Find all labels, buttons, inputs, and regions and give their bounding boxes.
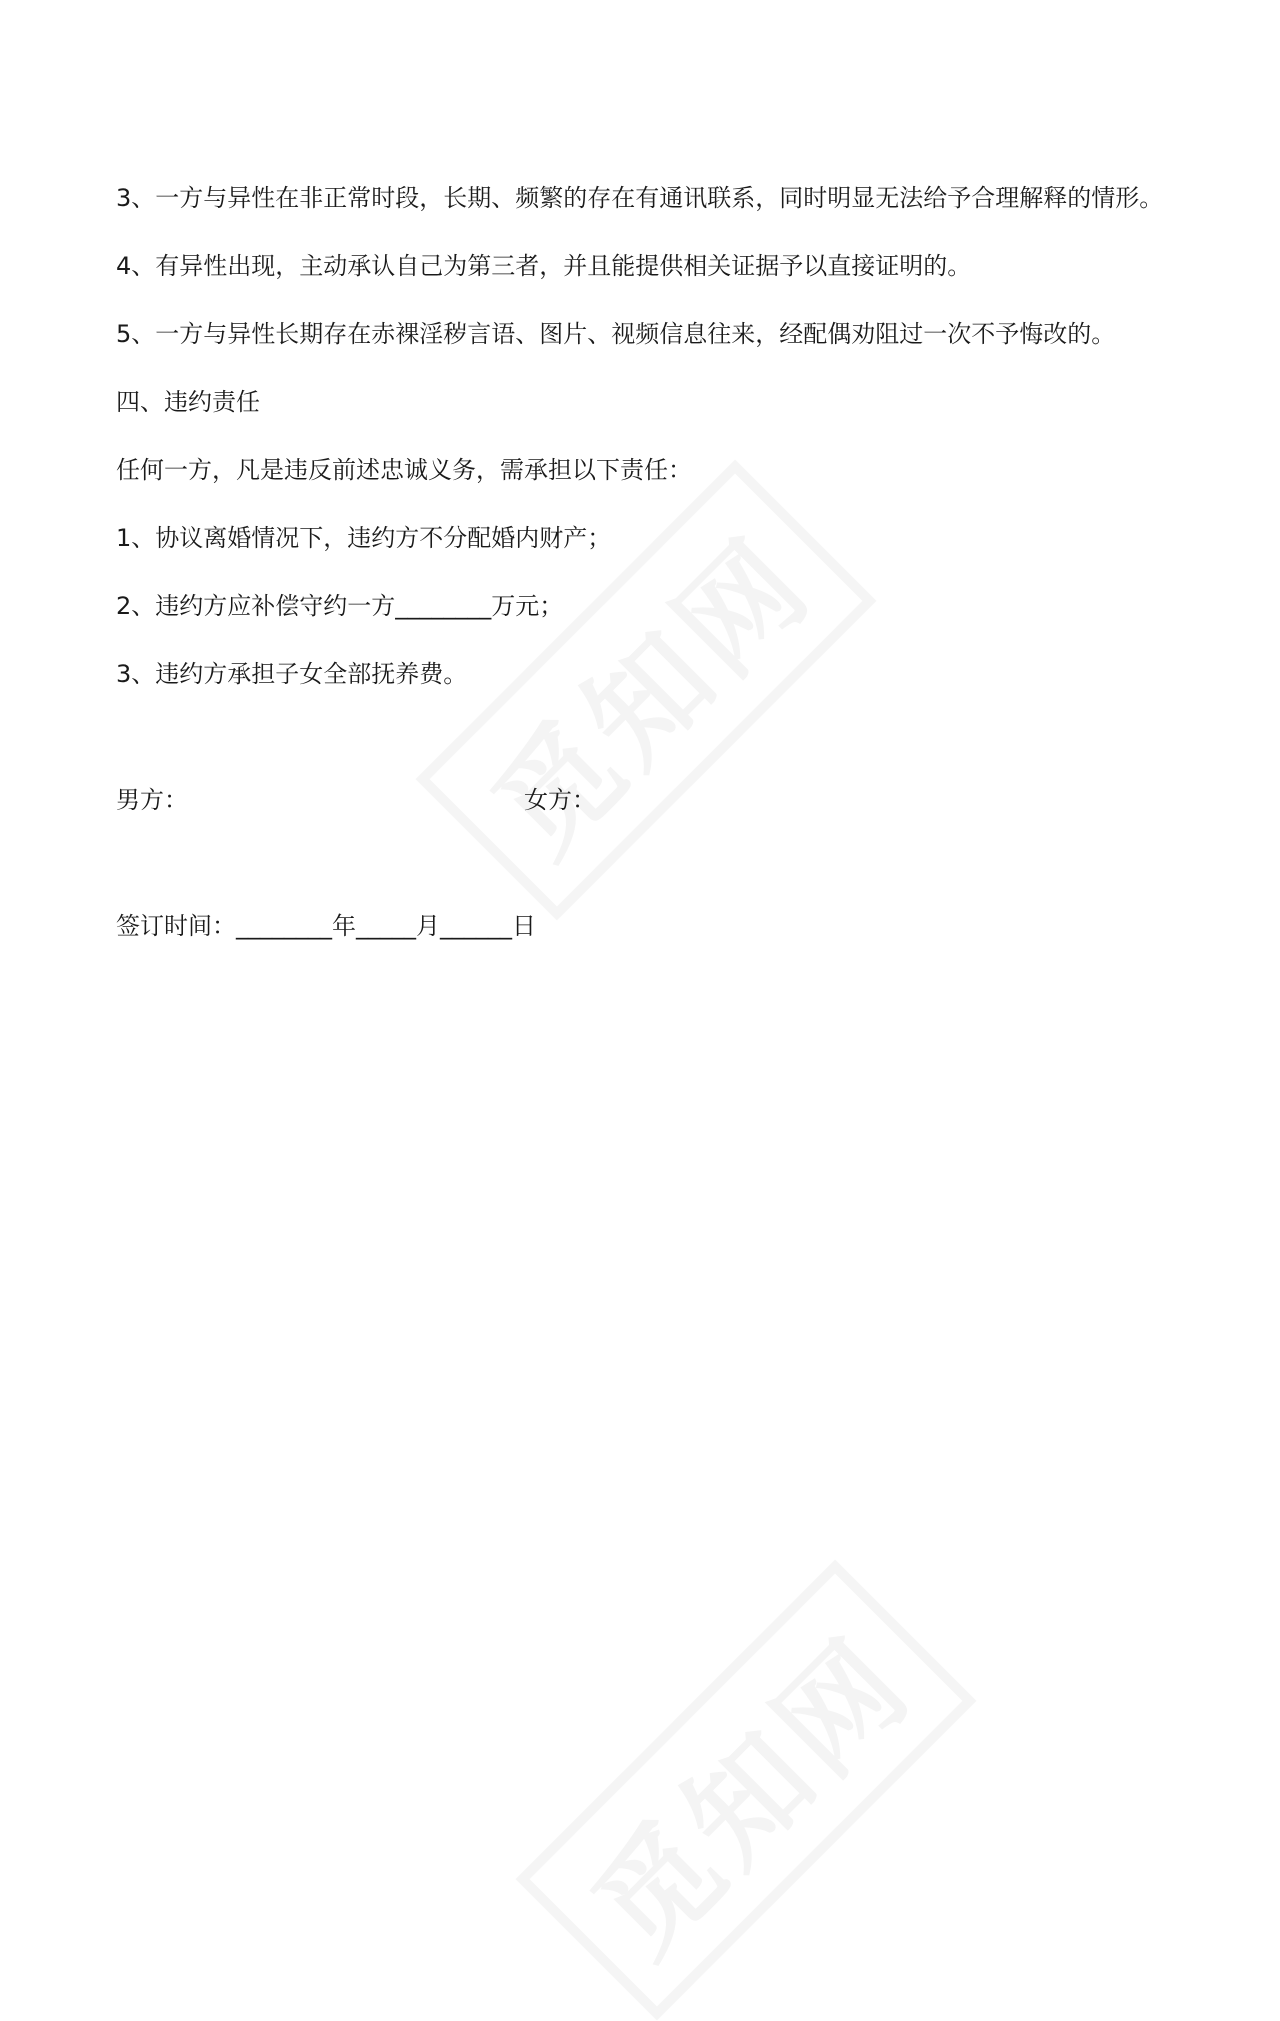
liability-item-1: 1、协议离婚情况下，违约方不分配婚内财产； bbox=[116, 524, 612, 552]
signing-date: 签订时间：________年_____月______日 bbox=[116, 912, 536, 940]
liability-item-3: 3、违约方承担子女全部抚养费。 bbox=[116, 660, 468, 688]
clause-5: 5、一方与异性长期存在赤裸淫秽言语、图片、视频信息往来，经配偶劝阻过一次不予悔改的。 bbox=[116, 320, 1116, 348]
clause-3: 3、一方与异性在非正常时段，长期、频繁的存在有通讯联系，同时明显无法给予合理解释的情形。 bbox=[116, 184, 1164, 212]
liability-item-2: 2、违约方应补偿守约一方________万元； bbox=[116, 592, 564, 620]
watermark bbox=[515, 1559, 976, 2020]
document-body bbox=[116, 164, 1176, 960]
male-signature-label: 男方： bbox=[116, 786, 188, 814]
liability-intro: 任何一方，凡是违反前述忠诚义务，需承担以下责任： bbox=[116, 456, 692, 484]
clause-4: 4、有异性出现，主动承认自己为第三者，并且能提供相关证据予以直接证明的。 bbox=[116, 252, 972, 280]
female-signature-label: 女方： bbox=[524, 786, 596, 814]
section-title: 四、违约责任 bbox=[116, 388, 260, 416]
signature-row bbox=[116, 766, 1176, 834]
